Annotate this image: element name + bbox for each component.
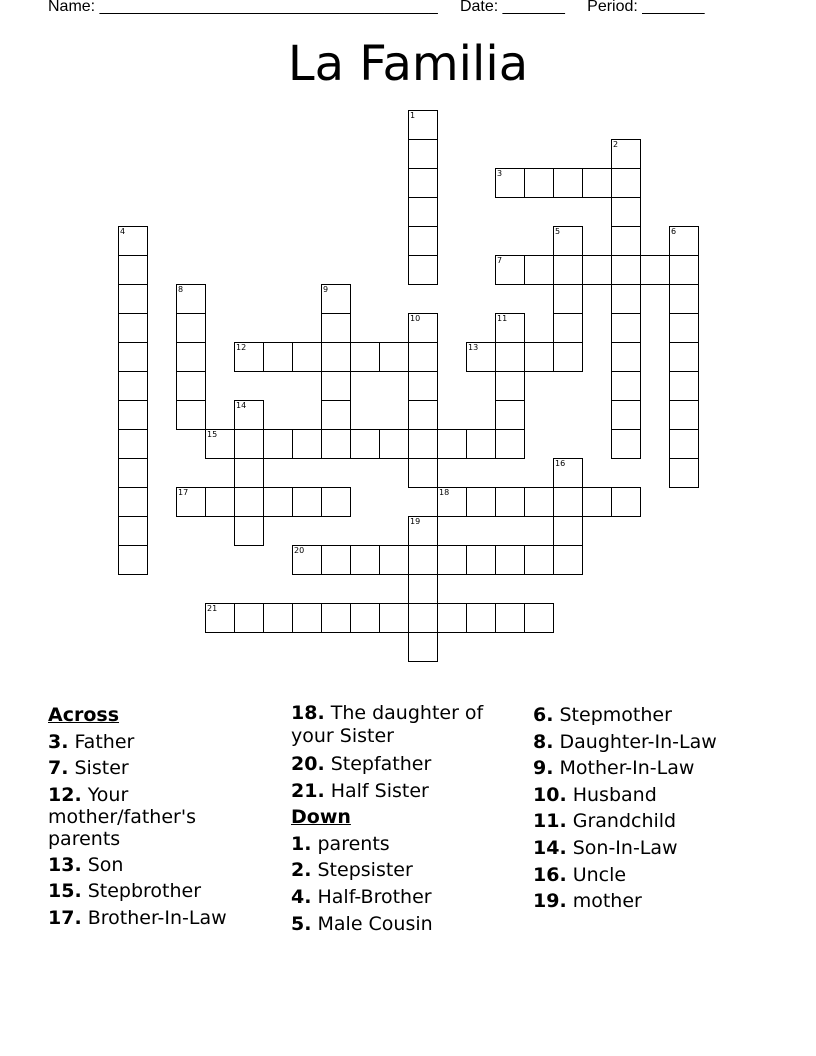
grid-cell[interactable] — [466, 603, 496, 633]
grid-cell[interactable] — [553, 342, 583, 372]
grid-cell[interactable] — [379, 603, 409, 633]
grid-cell[interactable] — [350, 545, 380, 575]
grid-cell[interactable] — [118, 429, 148, 459]
grid-cell[interactable] — [611, 284, 641, 314]
grid-cell[interactable] — [118, 284, 148, 314]
cell-number: 4 — [120, 227, 126, 236]
grid-cell[interactable] — [669, 255, 699, 285]
grid-cell[interactable] — [553, 516, 583, 546]
grid-cell[interactable] — [263, 487, 293, 517]
grid-cell[interactable] — [524, 255, 554, 285]
grid-cell[interactable] — [350, 603, 380, 633]
grid-cell[interactable] — [292, 342, 322, 372]
grid-cell[interactable] — [553, 458, 583, 488]
grid-cell[interactable] — [321, 371, 351, 401]
grid-cell[interactable] — [350, 429, 380, 459]
grid-cell[interactable] — [408, 226, 438, 256]
grid-cell[interactable] — [379, 429, 409, 459]
cell-number: 13 — [468, 343, 479, 352]
cell-number: 2 — [613, 140, 619, 149]
grid-cell[interactable] — [495, 371, 525, 401]
header-fields: Name: ______________________________________ Date: _______ Period: _______ — [48, 0, 705, 15]
grid-cell[interactable] — [292, 429, 322, 459]
grid-cell[interactable] — [669, 371, 699, 401]
grid-cell[interactable] — [176, 371, 206, 401]
grid-cell[interactable] — [495, 603, 525, 633]
grid-cell[interactable] — [408, 197, 438, 227]
grid-cell[interactable] — [321, 545, 351, 575]
clue-down-9: 9. Mother-In-Law — [533, 757, 695, 780]
grid-cell[interactable] — [582, 168, 612, 198]
cell-number: 18 — [439, 488, 450, 497]
grid-cell[interactable] — [582, 255, 612, 285]
grid-cell[interactable] — [611, 429, 641, 459]
grid-cell[interactable] — [669, 284, 699, 314]
grid-cell[interactable] — [437, 603, 467, 633]
clue-down-1: 1. parents — [291, 832, 390, 855]
grid-cell[interactable] — [611, 168, 641, 198]
grid-cell[interactable] — [350, 342, 380, 372]
clue-down-4: 4. Half-Brother — [291, 885, 432, 908]
grid-cell[interactable] — [553, 168, 583, 198]
grid-cell[interactable] — [234, 342, 264, 372]
grid-cell[interactable] — [408, 110, 438, 140]
grid-cell[interactable] — [176, 487, 206, 517]
grid-cell[interactable] — [611, 139, 641, 169]
grid-cell[interactable] — [495, 342, 525, 372]
grid-cell[interactable] — [234, 400, 264, 430]
cell-number: 10 — [410, 314, 421, 323]
grid-cell[interactable] — [263, 342, 293, 372]
grid-cell[interactable] — [321, 429, 351, 459]
grid-cell[interactable] — [669, 458, 699, 488]
grid-cell[interactable] — [524, 545, 554, 575]
grid-cell[interactable] — [118, 458, 148, 488]
cell-number: 17 — [178, 488, 189, 497]
clue-down-8: 8. Daughter-In-Law — [533, 730, 717, 753]
clue-across-12: 12. Your mother/father's parents — [48, 783, 196, 850]
grid-cell[interactable] — [118, 545, 148, 575]
grid-cell[interactable] — [408, 168, 438, 198]
grid-cell[interactable] — [524, 168, 554, 198]
grid-cell[interactable] — [321, 487, 351, 517]
clue-across-18: 18. The daughter of your Sister — [291, 702, 484, 747]
grid-cell[interactable] — [118, 371, 148, 401]
grid-cell[interactable] — [611, 313, 641, 343]
cell-number: 14 — [236, 401, 247, 410]
grid-cell[interactable] — [408, 400, 438, 430]
grid-cell[interactable] — [234, 429, 264, 459]
grid-cell[interactable] — [118, 487, 148, 517]
clue-down-19: 19. mother — [533, 890, 642, 913]
grid-cell[interactable] — [669, 226, 699, 256]
grid-cell[interactable] — [176, 400, 206, 430]
clue-across-21: 21. Half Sister — [291, 779, 429, 802]
grid-cell[interactable] — [495, 487, 525, 517]
clue-down-2: 2. Stepsister — [291, 859, 413, 882]
grid-cell[interactable] — [495, 400, 525, 430]
clue-across-7: 7. Sister — [48, 757, 129, 780]
grid-cell[interactable] — [611, 226, 641, 256]
cell-number: 16 — [555, 459, 566, 468]
grid-cell[interactable] — [408, 458, 438, 488]
clue-down-11: 11. Grandchild — [533, 810, 677, 833]
clue-down-10: 10. Husband — [533, 783, 657, 806]
clue-down-6: 6. Stepmother — [533, 704, 672, 726]
grid-cell[interactable] — [408, 342, 438, 372]
cell-number: 11 — [497, 314, 508, 323]
grid-cell[interactable] — [553, 545, 583, 575]
grid-cell[interactable] — [408, 574, 438, 604]
cell-number: 12 — [236, 343, 247, 352]
grid-cell[interactable] — [495, 313, 525, 343]
grid-cell[interactable] — [437, 487, 467, 517]
grid-cell[interactable] — [553, 226, 583, 256]
grid-cell[interactable] — [205, 429, 235, 459]
cell-number: 3 — [497, 169, 503, 178]
clue-across-15: 15. Stepbrother — [48, 880, 202, 903]
page-title: La Familia — [287, 36, 529, 92]
grid-cell[interactable] — [321, 603, 351, 633]
grid-cell[interactable] — [234, 516, 264, 546]
clue-column-2 — [291, 702, 513, 937]
grid-cell[interactable] — [118, 400, 148, 430]
grid-cell[interactable] — [321, 313, 351, 343]
grid-cell[interactable] — [611, 400, 641, 430]
grid-cell[interactable] — [263, 429, 293, 459]
grid-cell[interactable] — [466, 342, 496, 372]
grid-cell[interactable] — [611, 197, 641, 227]
clue-down-14: 14. Son-In-Law — [533, 836, 678, 859]
grid-cell[interactable] — [292, 603, 322, 633]
grid-cell[interactable] — [466, 545, 496, 575]
grid-cell[interactable] — [379, 342, 409, 372]
grid-cell[interactable] — [553, 284, 583, 314]
grid-cell[interactable] — [408, 139, 438, 169]
grid-cell[interactable] — [118, 313, 148, 343]
grid-cell[interactable] — [408, 255, 438, 285]
grid-cell[interactable] — [379, 545, 409, 575]
grid-cell[interactable] — [408, 545, 438, 575]
grid-cell[interactable] — [205, 603, 235, 633]
grid-cell[interactable] — [176, 342, 206, 372]
grid-cell[interactable] — [669, 313, 699, 343]
grid-cell[interactable] — [553, 255, 583, 285]
grid-cell[interactable] — [118, 342, 148, 372]
grid-cell[interactable] — [321, 284, 351, 314]
cell-number: 15 — [207, 430, 218, 439]
grid-cell[interactable] — [669, 342, 699, 372]
grid-cell[interactable] — [640, 255, 670, 285]
cell-number: 6 — [671, 227, 677, 236]
clue-across-17: 17. Brother-In-Law — [48, 906, 227, 929]
grid-cell[interactable] — [408, 429, 438, 459]
grid-cell[interactable] — [611, 255, 641, 285]
grid-cell[interactable] — [408, 632, 438, 662]
grid-cell[interactable] — [118, 516, 148, 546]
grid-cell[interactable] — [263, 603, 293, 633]
cell-number: 19 — [410, 517, 421, 526]
grid-cell[interactable] — [292, 487, 322, 517]
grid-cell[interactable] — [495, 545, 525, 575]
cell-number: 9 — [323, 285, 329, 294]
grid-cell[interactable] — [437, 429, 467, 459]
cell-number: 20 — [294, 546, 305, 555]
grid-cell[interactable] — [408, 313, 438, 343]
grid-cell[interactable] — [466, 487, 496, 517]
grid-cell[interactable] — [611, 342, 641, 372]
cell-number: 1 — [410, 111, 416, 120]
clue-across-3: 3. Father — [48, 730, 135, 753]
grid-cell[interactable] — [466, 429, 496, 459]
grid-cell[interactable] — [118, 226, 148, 256]
grid-cell[interactable] — [205, 487, 235, 517]
grid-cell[interactable] — [495, 255, 525, 285]
clue-across-20: 20. Stepfather — [291, 753, 432, 775]
grid-cell[interactable] — [553, 313, 583, 343]
grid-cell[interactable] — [495, 168, 525, 198]
grid-cell[interactable] — [408, 516, 438, 546]
grid-cell[interactable] — [524, 342, 554, 372]
grid-cell[interactable] — [408, 603, 438, 633]
clue-down-5: 5. Male Cousin — [291, 912, 433, 935]
grid-cell[interactable] — [321, 342, 351, 372]
cell-number: 7 — [497, 256, 503, 265]
clue-column-1 — [48, 702, 270, 932]
cell-number: 21 — [207, 604, 218, 613]
grid-cell[interactable] — [321, 400, 351, 430]
grid-cell[interactable] — [669, 429, 699, 459]
grid-cell[interactable] — [437, 545, 467, 575]
grid-cell[interactable] — [582, 487, 612, 517]
grid-cell[interactable] — [553, 487, 583, 517]
clue-down-16: 16. Uncle — [533, 863, 627, 886]
cell-number: 8 — [178, 285, 184, 294]
grid-cell[interactable] — [524, 603, 554, 633]
grid-cell[interactable] — [118, 255, 148, 285]
clue-across-13: 13. Son — [48, 853, 124, 876]
grid-cell[interactable] — [495, 429, 525, 459]
grid-cell[interactable] — [611, 371, 641, 401]
grid-cell[interactable] — [524, 487, 554, 517]
grid-cell[interactable] — [669, 400, 699, 430]
grid-cell[interactable] — [234, 487, 264, 517]
cell-number: 5 — [555, 227, 561, 236]
across-heading: Across — [48, 704, 120, 726]
down-heading: Down — [291, 806, 351, 829]
grid-cell[interactable] — [234, 458, 264, 488]
grid-cell[interactable] — [176, 313, 206, 343]
grid-cell[interactable] — [408, 371, 438, 401]
clue-column-3 — [533, 702, 773, 915]
grid-cell[interactable] — [292, 545, 322, 575]
grid-cell[interactable] — [176, 284, 206, 314]
grid-cell[interactable] — [234, 603, 264, 633]
grid-cell[interactable] — [611, 487, 641, 517]
